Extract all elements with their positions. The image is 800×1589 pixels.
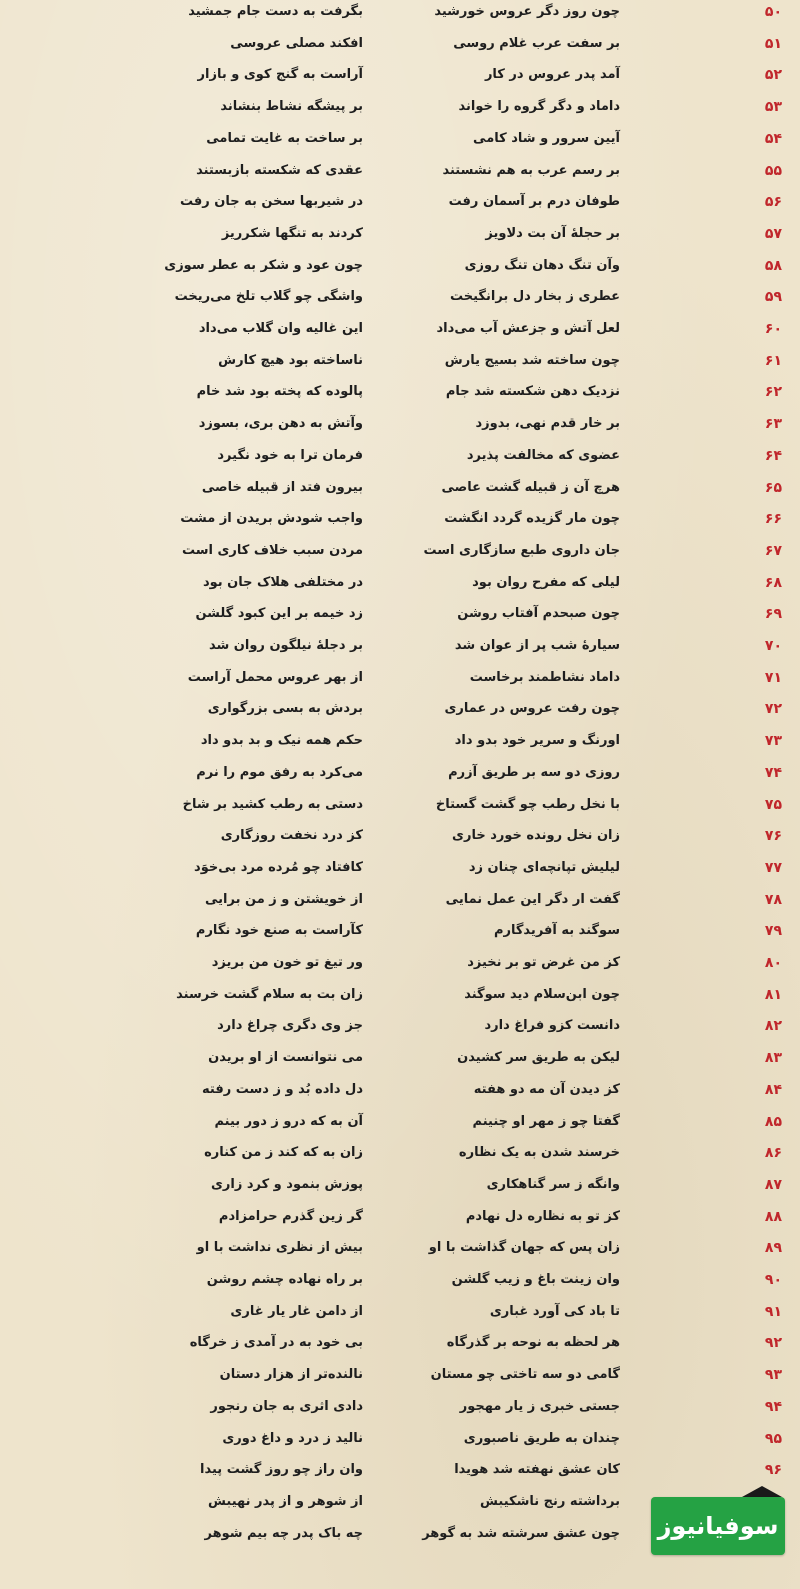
first-hemistich: جستی خبری ز یار مهجور	[459, 1398, 620, 1414]
couplet-row	[0, 1173, 800, 1205]
verse-number: ۶۴	[764, 447, 782, 464]
second-hemistich: بردش به بسی بزرگواری	[207, 701, 363, 717]
second-hemistich: چه باک پدر چه بیم شوهر	[204, 1525, 363, 1541]
couplet-row	[0, 824, 800, 856]
first-hemistich: کز من غرض تو بر نخیزد	[467, 955, 620, 970]
verse-number: ۷۳	[764, 733, 782, 750]
verse-number: ۵۸	[764, 257, 782, 274]
couplet-row	[0, 951, 800, 983]
second-hemistich: در شیربها سخن به جان رفت	[179, 194, 363, 210]
second-hemistich: دل داده بُد و ز دست رفته	[202, 1081, 363, 1097]
first-hemistich: بر حجلهٔ آن بت دلاویز	[485, 225, 620, 241]
verse-number: ۸۰	[764, 955, 782, 971]
verse-number: ۵۱	[764, 35, 782, 52]
verse-number: ۵۷	[764, 225, 782, 242]
second-hemistich: بیش از نظری نداشت با او	[196, 1240, 363, 1256]
second-hemistich: آن به که درو ز دور بینم	[214, 1113, 363, 1129]
second-hemistich: کافتاد چو مُرده مرد بی‌خوَد	[194, 859, 363, 875]
second-hemistich: از دامن غار یار غاری	[230, 1303, 363, 1319]
first-hemistich: وآن تنگ دهان تنگ روزی	[464, 257, 620, 273]
verse-number: ۹۱	[764, 1303, 782, 1320]
couplet-row	[0, 666, 800, 698]
second-hemistich: پالوده که پخته بود شد خام	[196, 384, 363, 400]
second-hemistich: زد خیمه بر این کبود گلشن	[195, 606, 363, 622]
couplet-row	[0, 1236, 800, 1268]
verse-number: ۸۴	[764, 1081, 782, 1098]
couplet-row	[0, 571, 800, 603]
second-hemistich: جز وی دگری چراغ دارد	[217, 1018, 363, 1034]
verse-number: ۷۰	[764, 638, 782, 654]
verse-number: ۵۴	[764, 130, 782, 147]
second-hemistich: وان راز چو روز گشت پیدا	[200, 1462, 363, 1478]
verse-number: ۶۸	[764, 574, 782, 591]
second-hemistich: دستی به رطب کشید بر شاخ	[182, 796, 363, 812]
verse-number: ۸۵	[764, 1113, 782, 1130]
verse-number: ۵۰	[764, 4, 782, 20]
first-hemistich: وانگه ز سر گناهکاری	[486, 1176, 620, 1192]
couplet-row	[0, 1046, 800, 1078]
couplet-row	[0, 0, 800, 32]
second-hemistich: پوزش بنمود و کرد زاری	[210, 1176, 363, 1192]
verse-number: ۷۴	[764, 764, 782, 781]
first-hemistich: چون ابن‌سلام دید سوگند	[464, 986, 620, 1002]
first-hemistich: سوگند به آفریدگارم	[493, 923, 620, 939]
couplet-row	[0, 444, 800, 476]
first-hemistich: داماد نشاطمند برخاست	[469, 669, 620, 685]
couplet-row	[0, 1268, 800, 1300]
verse-number: ۸۳	[764, 1050, 782, 1067]
couplet-row	[0, 602, 800, 634]
second-hemistich: فرمان ترا به خود نگیرد	[217, 447, 363, 463]
second-hemistich: از شوهر و از پدر نهیبش	[208, 1493, 363, 1509]
verse-number: ۹۲	[764, 1335, 782, 1352]
couplet-row	[0, 1205, 800, 1237]
verse-number: ۹۶	[764, 1462, 782, 1479]
couplet-row	[0, 856, 800, 888]
first-hemistich: هر لحظه به نوحه بر گذرگاه	[446, 1335, 620, 1351]
first-hemistich: بر رسم عرب به هم نشستند	[442, 162, 620, 178]
second-hemistich: واجب شودش بریدن از مشت	[180, 511, 363, 527]
second-hemistich: نالنده‌تر از هزار دستان	[219, 1367, 363, 1383]
verse-number: ۸۹	[764, 1240, 782, 1257]
couplet-row	[0, 1078, 800, 1110]
verse-number: ۷۹	[764, 923, 782, 940]
first-hemistich: نزدیک دهن شکسته شد جام	[445, 384, 620, 400]
first-hemistich: چون صبحدم آفتاب روشن	[457, 606, 620, 622]
couplet-row	[0, 412, 800, 444]
couplet-row	[0, 1363, 800, 1395]
couplet-row	[0, 1141, 800, 1173]
second-hemistich: ناساخته بود هیچ کارش	[218, 352, 363, 368]
second-hemistich: بیرون فتد از قبیله خاصی	[201, 479, 363, 495]
second-hemistich: کردند به تنگها شکرریز	[221, 225, 363, 241]
first-hemistich: آمد پدر عروس در کار	[484, 67, 620, 83]
verse-number: ۷۱	[764, 669, 782, 686]
couplet-row	[0, 317, 800, 349]
couplet-row	[0, 1427, 800, 1459]
first-hemistich: لیلی که مفرح روان بود	[472, 574, 620, 590]
second-hemistich: افکند مصلی عروسی	[230, 35, 363, 51]
first-hemistich: داماد و دگر گروه را خواند	[458, 99, 620, 115]
couplet-row	[0, 1458, 800, 1490]
second-hemistich: بگرفت به دست جام جمشید	[188, 4, 363, 19]
couplet-row	[0, 539, 800, 571]
first-hemistich: بر سفت عرب غلام روسی	[453, 35, 620, 51]
second-hemistich: زان بت به سلام گشت خرسند	[176, 986, 363, 1002]
second-hemistich: می‌کرد به رفق موم را نرم	[196, 764, 363, 780]
couplet-row	[0, 1110, 800, 1142]
verse-number: ۶۹	[764, 606, 782, 623]
second-hemistich: دادی اثری به جان رنجور	[210, 1398, 363, 1414]
couplet-row	[0, 888, 800, 920]
verse-number: ۷۲	[764, 701, 782, 718]
verse-number: ۵۶	[764, 194, 782, 211]
first-hemistich: برداشته رنج ناشکیبش	[480, 1493, 620, 1509]
couplet-row	[0, 349, 800, 381]
verse-number: ۵۲	[764, 67, 782, 84]
first-hemistich: چون مار گزیده گردد انگشت	[444, 511, 620, 527]
couplet-row	[0, 919, 800, 951]
verse-number: ۵۵	[764, 162, 782, 179]
second-hemistich: بر دجلهٔ نیلگون روان شد	[208, 638, 363, 653]
first-hemistich: چون روز دگر عروس خورشید	[434, 4, 620, 19]
verse-number: ۹۰	[764, 1272, 782, 1288]
second-hemistich: چون عود و شکر به عطر سوزی	[164, 257, 363, 273]
couplet-row	[0, 1331, 800, 1363]
first-hemistich: تا باد کی آورد غباری	[489, 1303, 620, 1319]
first-hemistich: آیین سرور و شاد کامی	[473, 130, 620, 146]
first-hemistich: کز دیدن آن مه دو هفته	[473, 1081, 620, 1097]
verse-number: ۶۱	[764, 352, 782, 369]
couplet-row	[0, 380, 800, 412]
couplet-row	[0, 1395, 800, 1427]
verse-number: ۸۸	[764, 1208, 782, 1225]
first-hemistich: عضوی که مخالفت پذیرد	[466, 447, 620, 463]
second-hemistich: می نتوانست از او بریدن	[208, 1050, 363, 1066]
first-hemistich: زان پس که جهان گذاشت با او	[428, 1240, 620, 1256]
first-hemistich: لیلیش تپانچه‌ای چنان زد	[468, 859, 620, 875]
couplet-row	[0, 983, 800, 1015]
second-hemistich: بر راه نهاده چشم روشن	[206, 1272, 363, 1287]
verse-number: ۶۵	[764, 479, 782, 496]
first-hemistich: لیکن به طریق سر کشیدن	[457, 1050, 620, 1066]
second-hemistich: کز درد نخفت روزگاری	[220, 828, 363, 844]
couplet-row	[0, 159, 800, 191]
couplet-row	[0, 1300, 800, 1332]
first-hemistich: چندان به طریق ناصبوری	[463, 1430, 620, 1446]
couplet-row	[0, 285, 800, 317]
second-hemistich: این غالیه وان گلاب می‌داد	[198, 321, 363, 336]
first-hemistich: هرچ آن ز قبیله گشت عاصی	[441, 479, 620, 495]
couplet-row	[0, 634, 800, 666]
first-hemistich: گفت ار دگر این عمل نمایی	[445, 891, 620, 907]
first-hemistich: طوفان درم بر آسمان رفت	[448, 194, 620, 210]
second-hemistich: از بهر عروس محمل آراست	[187, 669, 363, 685]
couplet-row	[0, 127, 800, 159]
verse-number: ۹۵	[764, 1430, 782, 1447]
couplet-row	[0, 190, 800, 222]
verse-number: ۸۲	[764, 1018, 782, 1035]
second-hemistich: حکم همه نیک و بد بدو داد	[200, 733, 363, 749]
verse-number: ۷۶	[764, 828, 782, 845]
couplet-row	[0, 761, 800, 793]
couplet-row	[0, 507, 800, 539]
second-hemistich: از خویشتن و ز من برایی	[205, 891, 363, 907]
couplet-row	[0, 793, 800, 825]
couplet-row	[0, 95, 800, 127]
second-hemistich: مردن سبب خلاف کاری است	[181, 542, 363, 558]
first-hemistich: چون ساخته شد بسیج یارش	[444, 352, 620, 368]
verse-number: ۸۷	[764, 1176, 782, 1193]
verse-number: ۸۶	[764, 1145, 782, 1162]
second-hemistich: نالید ز درد و داغ دوری	[222, 1430, 363, 1446]
first-hemistich: گامی دو سه تاختی چو مستان	[430, 1367, 620, 1383]
second-hemistich: بر ساخت به غایت تمامی	[206, 130, 363, 146]
verse-number: ۸۱	[764, 986, 782, 1003]
second-hemistich: عقدی که شکسته بازبستند	[196, 162, 363, 178]
verse-number: ۶۷	[764, 542, 782, 559]
first-hemistich: دانست کزو فراغ دارد	[484, 1018, 620, 1034]
second-hemistich: بی خود به در آمدی ز خرگاه	[189, 1335, 363, 1351]
first-hemistich: با نخل رطب چو گشت گستاخ	[435, 796, 620, 812]
first-hemistich: روزی دو سه بر طریق آزرم	[448, 764, 620, 780]
couplet-row	[0, 476, 800, 508]
second-hemistich: واشگی چو گلاب تلخ می‌ریخت	[174, 289, 363, 305]
first-hemistich: خرسند شدن به یک نظاره	[458, 1145, 620, 1161]
second-hemistich: ور تیغ تو خون من بریزد	[211, 955, 363, 970]
couplet-row	[0, 222, 800, 254]
second-hemistich: وآتش به دهن بری، بسوزد	[198, 416, 363, 432]
couplet-row	[0, 32, 800, 64]
first-hemistich: لعل آتش و جزعش آب می‌داد	[436, 321, 620, 336]
first-hemistich: وان زینت باغ و زیب گلشن	[451, 1272, 620, 1287]
couplet-row	[0, 63, 800, 95]
second-hemistich: در مختلفی هلاک جان بود	[202, 574, 363, 590]
first-hemistich: چون عشق سرشته شد به گوهر	[422, 1525, 620, 1541]
verse-number: ۶۰	[764, 321, 782, 337]
verse-number: ۶۳	[764, 416, 782, 433]
verse-number: ۹۳	[764, 1367, 782, 1384]
first-hemistich: گفتا چو ز مهر او چنینم	[472, 1113, 620, 1129]
first-hemistich: چون رفت عروس در عماری	[444, 701, 620, 717]
verse-number: ۷۸	[764, 891, 782, 908]
first-hemistich: جان داروی طبع سازگاری است	[423, 542, 620, 558]
first-hemistich: زان نخل رونده خورد خاری	[452, 828, 620, 844]
first-hemistich: کان عشق نهفته شد هویدا	[454, 1462, 620, 1478]
second-hemistich: کآراست به صنع خود نگارم	[195, 923, 363, 939]
couplet-row	[0, 254, 800, 286]
verse-number: ۵۳	[764, 99, 782, 116]
second-hemistich: گر زین گذرم حرامزادم	[218, 1208, 363, 1224]
verse-number: ۹۴	[764, 1398, 782, 1415]
verse-number: ۵۹	[764, 289, 782, 306]
second-hemistich: بر پیشگه نشاط بنشاند	[220, 99, 363, 115]
first-hemistich: اورنگ و سریر خود بدو داد	[454, 733, 620, 749]
verse-number: ۷۵	[764, 796, 782, 813]
second-hemistich: آراست به گنج کوی و بازار	[197, 67, 363, 83]
first-hemistich: بر خار قدم نهی، بدوزد	[475, 416, 620, 432]
couplet-row	[0, 1014, 800, 1046]
couplet-row	[0, 729, 800, 761]
verse-number: ۶۶	[764, 511, 782, 528]
first-hemistich: عطری ز بخار دل برانگیخت	[449, 289, 620, 305]
first-hemistich: کز تو به نظاره دل نهادم	[465, 1208, 620, 1224]
couplet-row	[0, 697, 800, 729]
verse-number: ۶۲	[764, 384, 782, 401]
site-logo: سوفیانیوز	[651, 1497, 785, 1555]
verse-number: ۷۷	[764, 859, 782, 876]
second-hemistich: زان به که کند ز من کناره	[204, 1145, 363, 1161]
first-hemistich: سیارهٔ شب پر از عوان شد	[454, 638, 620, 653]
